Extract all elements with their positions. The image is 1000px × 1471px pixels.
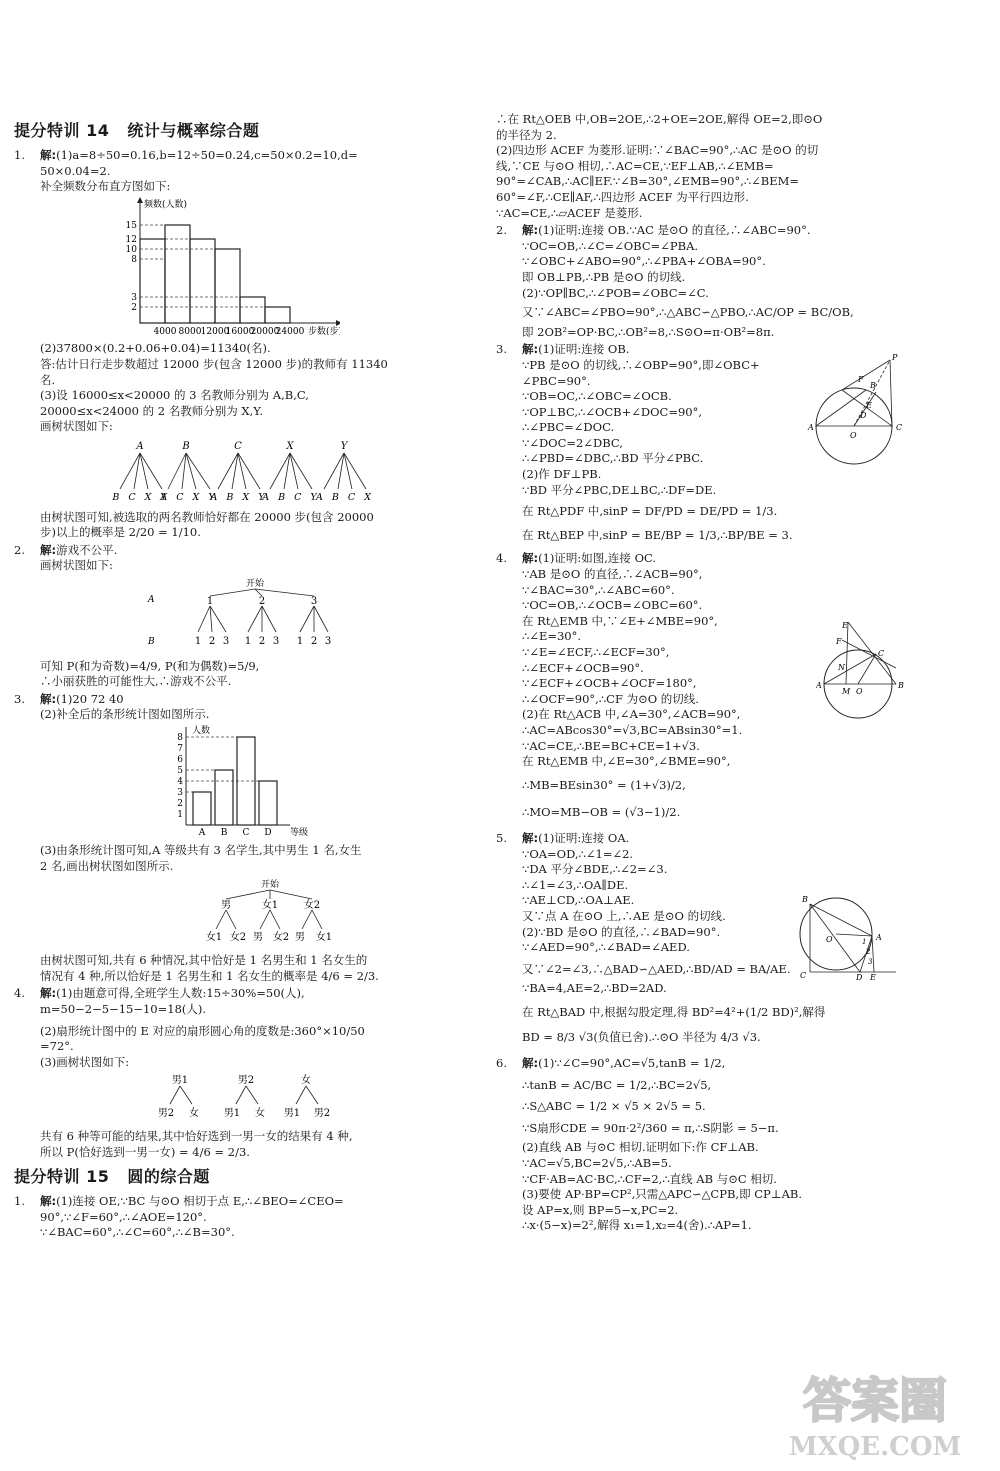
bar-ytick: 6 xyxy=(177,754,183,765)
problem-number: 1. xyxy=(14,148,25,162)
bar-ytick: 5 xyxy=(177,765,183,776)
text-line: ∴∠PBD=∠DBC,∴BD 平分∠PBC. xyxy=(522,451,704,466)
bar-xtick: D xyxy=(264,827,272,837)
bar-xticks xyxy=(198,828,272,837)
text-line: 在 Rt△EMB 中,∵∠E+∠MBE=90°, xyxy=(522,613,718,628)
solution-label: 解: xyxy=(40,542,57,557)
text-line: ∴x·(5−x)=2²,解得 x₁=1,x₂=4(舍).∴AP=1. xyxy=(522,1218,752,1233)
tree-diagram-2 xyxy=(40,576,450,657)
fig-label: E xyxy=(870,973,876,982)
tree-leaf: 3 xyxy=(272,635,280,647)
fig-label: N xyxy=(838,663,845,672)
text-line: ∵∠AED=90°,∴∠BAD=∠AED. xyxy=(522,940,690,955)
tree-leaf: 男2 xyxy=(157,1108,175,1120)
fig-label: A xyxy=(816,681,822,690)
bar-guides xyxy=(186,737,259,792)
tree-leaf: 2 xyxy=(208,635,216,647)
problem-15-2 xyxy=(496,223,916,340)
text-line: (1)证明:如图,连接 OC. xyxy=(538,551,657,566)
tree-root: C xyxy=(234,440,242,452)
bar-ytick: 4 xyxy=(177,776,183,787)
tree-diagram-1 xyxy=(40,437,450,508)
text-line: ∵CF·AB=AC·BC,∴CF=2,∴直线 AB 与⊙C 相切. xyxy=(522,1171,777,1186)
fig-label: P xyxy=(892,353,898,362)
text-line: m=50−2−5−15−10=18(人). xyxy=(40,1002,207,1017)
tree-leaf: 1 xyxy=(194,635,202,647)
hist-xtick: 24000 xyxy=(275,326,305,335)
tree-level-label: A xyxy=(148,594,155,605)
tree-leaf: 1 xyxy=(244,635,252,647)
fig-label: A xyxy=(808,423,814,432)
problem-14-3 xyxy=(14,692,450,985)
text-line: (2)∵OP∥BC,∴∠POB=∠OBC=∠C. xyxy=(522,285,709,300)
text-line: BD = 8/3 √3(负值已舍).∴⊙O 半径为 4/3 √3. xyxy=(522,1030,761,1045)
text-line: (2)直线 AB 与⊙C 相切.证明如下:作 CF⊥AB. xyxy=(522,1140,759,1155)
bar-chart-svg xyxy=(40,725,340,837)
text-line: (2)四边形 ACEF 为菱形.证明:∵∠BAC=90°,∴AC 是⊙O 的切 xyxy=(496,143,819,158)
text-line: 设 AP=x,则 BP=5−x,PC=2. xyxy=(522,1202,679,1217)
text-line: ∵OC=OB,∴∠C=∠OBC=∠PBA. xyxy=(522,238,699,253)
hist-bar-6 xyxy=(265,307,290,323)
tree-leaves: A B C X xyxy=(316,491,374,503)
problem-number: 2. xyxy=(14,542,25,557)
text-line: 2 名,画出树状图如图所示. xyxy=(40,859,174,874)
bar-chart-figure xyxy=(40,725,450,842)
section-15-prefix: 提分特训 15 xyxy=(14,1167,110,1187)
tree-node: 男2 xyxy=(237,1075,255,1087)
tree-leaf: 男1 xyxy=(283,1108,301,1120)
fig-label: E xyxy=(842,621,848,630)
hist-bar-1 xyxy=(140,239,165,323)
text-line: 可知 P(和为奇数)=4/9, P(和为偶数)=5/9, xyxy=(40,658,260,673)
hist-ytick: 15 xyxy=(125,220,137,231)
solution-label: 解: xyxy=(522,1056,539,1071)
text-line: ∴∠ECF+∠OCB=90°. xyxy=(522,660,644,675)
bar-B xyxy=(215,770,233,825)
hist-ytick: 10 xyxy=(125,244,137,255)
tree-leaf: 1 xyxy=(296,635,304,647)
bar-xtick: B xyxy=(220,827,228,837)
text-line: 20000≤x<24000 的 2 名教师分别为 X,Y. xyxy=(40,403,263,418)
fig-label: O xyxy=(826,935,833,944)
problem-14-2 xyxy=(14,543,450,690)
text-line: ∵DA 平分∠BDE,∴∠2=∠3. xyxy=(522,862,668,877)
text-line: ∴MO=MB−OB = (√3−1)/2. xyxy=(522,805,681,820)
text-line: ∵AC=√5,BC=2√5,∴AB=5. xyxy=(522,1156,672,1171)
tree-leaf: 2 xyxy=(258,635,266,647)
text-line: 在 Rt△PDF 中,sinP = DF/PD = DE/PD = 1/3. xyxy=(522,504,778,519)
problem-15-1 xyxy=(14,1194,450,1241)
text-line: 线,∵CE 与⊙O 相切,∴AC=CE,∵EF⊥AB,∴∠EMB= xyxy=(496,158,774,173)
tree-root: X xyxy=(286,440,294,452)
text-line: 50×0.04=2. xyxy=(40,163,111,178)
bar-ytick: 2 xyxy=(177,798,183,809)
tree-node: 女2 xyxy=(303,899,321,911)
tree-leaves: A C X Y xyxy=(160,491,218,503)
text-line: 又∵点 A 在⊙O 上,∴AE 是⊙O 的切线. xyxy=(522,908,726,923)
text-line: 在 Rt△EMB 中,∠E=30°,∠BME=90°, xyxy=(522,754,731,769)
text-line: 又∵∠2=∠3,∴△BAD∽△AED,∴BD/AD = BA/AE. xyxy=(522,961,791,976)
tree-node: 女1 xyxy=(261,899,279,911)
tree-node: 2 xyxy=(258,595,266,607)
text-line: ∵OB=OC,∴∠OBC=∠OCB. xyxy=(522,389,672,404)
hist-ytick: 3 xyxy=(131,292,137,303)
hist-bar-4 xyxy=(215,249,240,323)
left-column xyxy=(14,118,450,1243)
problem-14-4 xyxy=(14,986,450,1160)
text-line: ∵S扇形CDE = 90π·2²/360 = π,∴S阴影 = 5−π. xyxy=(522,1120,779,1135)
tree-level-label: B xyxy=(148,636,155,647)
tree-node: 1 xyxy=(206,595,214,607)
section-15-title xyxy=(14,1166,450,1188)
text-line: ∵∠ECF+∠OCB+∠OCF=180°, xyxy=(522,676,697,691)
solution-label: 解: xyxy=(522,342,539,357)
tree-leaf: 男1 xyxy=(223,1108,241,1120)
tree-leaf: 女 xyxy=(255,1108,265,1120)
tree-root: B xyxy=(182,440,190,452)
text-line: (1)连接 OE,∵BC 与⊙O 相切于点 E,∴∠BEO=∠CEO= xyxy=(56,1194,344,1209)
problem-number: 3. xyxy=(14,691,25,706)
problem-number: 5. xyxy=(496,830,507,845)
text-line: (2)∵BD 是⊙O 的直径,∴∠BAD=90°. xyxy=(522,924,721,939)
tree-start: 开始 xyxy=(260,879,280,890)
fig-label: C xyxy=(878,649,885,658)
bar-xtick: A xyxy=(198,827,206,837)
bar-yticks xyxy=(177,733,183,820)
histogram-svg xyxy=(40,197,340,335)
hist-ylabel: 频数(人数) xyxy=(144,199,188,210)
tree-leaves: A B C Y xyxy=(262,491,320,503)
hist-ytick: 2 xyxy=(131,302,137,313)
fig-label: F xyxy=(858,375,864,384)
text-line: (2)作 DF⊥PB. xyxy=(522,467,602,482)
problem-number: 3. xyxy=(496,342,507,357)
text-line: (2)扇形统计图中的 E 对应的扇形圆心角的度数是:360°×10/50 xyxy=(40,1023,365,1038)
problem-number: 1. xyxy=(14,1194,25,1209)
fig-label: 3 xyxy=(868,958,873,966)
text-line: ∴tanB = AC/BC = 1/2,∴BC=2√5, xyxy=(522,1077,712,1092)
text-line: 补全频数分布直方图如下: xyxy=(40,179,171,194)
text-line: ∵∠DOC=2∠DBC, xyxy=(522,435,623,450)
text-line: 90°,∵∠F=60°,∴∠AOE=120°. xyxy=(40,1209,207,1224)
fig-label: B xyxy=(870,381,876,390)
tree-node: 男 xyxy=(221,899,231,911)
fig-label: O xyxy=(856,687,863,696)
bar-xtick: C xyxy=(242,827,250,837)
tree-node: 3 xyxy=(310,595,318,607)
tree-leaf: 男 xyxy=(253,931,263,943)
hist-ytick: 8 xyxy=(131,254,137,265)
circle-figure-q4 xyxy=(816,620,912,740)
text-line: ∵OC=OB,∴∠OCB=∠OBC=60°. xyxy=(522,598,703,613)
text-line: ∵∠OBC+∠ABO=90°,∴∠PBA+∠OBA=90°. xyxy=(522,254,766,269)
watermark-bottom: MXQE.COM xyxy=(788,1432,962,1462)
bar-ylabel: 人数 xyxy=(192,725,211,736)
tree-branches xyxy=(170,1086,318,1104)
text-line: =72°. xyxy=(40,1039,74,1054)
bar-ytick: 7 xyxy=(177,743,183,754)
x-axis-arrow xyxy=(336,320,340,326)
y-axis-arrow xyxy=(137,197,143,203)
solution-label: 解: xyxy=(522,223,539,238)
bar-D xyxy=(259,781,277,825)
text-line: ∴S△ABC = 1/2 × √5 × 2√5 = 5. xyxy=(522,1099,706,1114)
text-line: (1)20 72 40 xyxy=(56,691,124,706)
tree-leaf: 2 xyxy=(310,635,318,647)
text-line: ∵OP⊥BC,∴∠OCB+∠DOC=90°, xyxy=(522,404,703,419)
text-line: (3)由条形统计图可知,A 等级共有 3 名学生,其中男生 1 名,女生 xyxy=(40,843,362,858)
hist-guides xyxy=(140,225,285,307)
text-line: ∴∠OCF=90°,∴CF 为⊙O 的切线. xyxy=(522,691,699,706)
text-line: ∴∠1=∠3,∴OA∥DE. xyxy=(522,877,629,892)
text-line: (1)证明:连接 OB. xyxy=(538,342,630,357)
solution-label: 解: xyxy=(40,1194,57,1209)
hist-bar-2 xyxy=(165,225,190,323)
text-line: ∵∠BAC=60°,∴∠C=60°,∴∠B=30°. xyxy=(40,1225,235,1240)
text-line: 共有 6 种等可能的结果,其中恰好选到一男一女的结果有 4 种, xyxy=(40,1129,353,1143)
text-line: (1)证明:连接 OA. xyxy=(538,830,630,845)
section-14-title xyxy=(14,120,450,142)
tree-root: Y xyxy=(340,440,348,452)
text-line: 画树状图如下: xyxy=(40,419,113,434)
watermark-top: 答案圈 xyxy=(802,1373,948,1429)
bar-xlabel: 等级 xyxy=(290,827,309,837)
text-line: ∵AC=CE,∴▱ACEF 是菱形. xyxy=(496,205,643,220)
text-line: ∵AE⊥CD,∴OA⊥AE. xyxy=(522,893,635,908)
text-line: ∵AC=CE,∴BE=BC+CE=1+√3. xyxy=(522,738,700,753)
fig-label: D xyxy=(856,973,863,982)
fig-label: F xyxy=(836,637,842,646)
fig-label: O xyxy=(850,431,857,440)
text-line: (1)证明:连接 OB.∵AC 是⊙O 的直径,∴∠ABC=90°. xyxy=(538,223,811,238)
solution-label: 解: xyxy=(40,148,57,162)
tree-root: A xyxy=(136,440,144,452)
fig-label: 2 xyxy=(866,948,871,956)
text-line: 即 OB⊥PB,∴PB 是⊙O 的切线. xyxy=(522,269,686,284)
text-line: 名. xyxy=(40,372,56,387)
text-line: 由树状图可知,被选取的两名教师恰好都在 20000 步(包含 20000 xyxy=(40,509,374,524)
text-line: (3)设 16000≤x<20000 的 3 名教师分别为 A,B,C, xyxy=(40,388,309,403)
bar-marks xyxy=(193,737,277,825)
hist-bars xyxy=(140,225,290,323)
hist-xtick: 8000 xyxy=(178,326,202,335)
histogram-figure xyxy=(40,197,450,340)
text-line: 答:估计日行走步数超过 12000 步(包含 12000 步)的教师有 11340 xyxy=(40,356,388,371)
tree-leaf: 女1 xyxy=(315,931,333,943)
tree-leaves: B C X Y xyxy=(112,491,170,503)
problem-number: 2. xyxy=(496,223,507,238)
fig-label: B xyxy=(802,895,808,904)
section-15-main: 圆的综合题 xyxy=(127,1167,210,1187)
hist-bar-5 xyxy=(240,297,265,323)
text-line: ∵BD 平分∠PBC,DE⊥BC,∴DF=DE. xyxy=(522,482,717,497)
tree-leaf: 男 xyxy=(295,931,305,943)
text-line: ∴∠E=30°. xyxy=(522,629,582,644)
watermark-logo xyxy=(760,1355,990,1465)
fig-label: M xyxy=(842,687,851,696)
text-line: ∴AC=ABcos30°=√3,BC=ABsin30°=1. xyxy=(522,722,743,737)
fig-label: C xyxy=(800,971,807,980)
section-14-main: 统计与概率综合题 xyxy=(127,121,260,140)
text-line: ∴在 Rt△OEB 中,OB=2OE,∴2+OE=2OE,解得 OE=2,即⊙O xyxy=(496,112,823,126)
problem-14-1 xyxy=(14,148,450,541)
fig-label: 1 xyxy=(862,938,867,946)
text-line: ∵PB 是⊙O 的切线,∴∠OBP=90°,即∠OBC+ xyxy=(522,357,760,372)
bar-ytick: 3 xyxy=(177,787,183,798)
tree-start: 开始 xyxy=(245,578,265,589)
problem-number: 6. xyxy=(496,1056,507,1071)
text-line: (1)由题意可得,全班学生人数:15÷30%=50(人), xyxy=(56,986,305,1001)
text-line: 由树状图可知,共有 6 种情况,其中恰好是 1 名男生和 1 名女生的 xyxy=(40,953,368,968)
tree-leaf: 女1 xyxy=(205,931,223,943)
bar-ytick: 8 xyxy=(177,732,183,743)
text-line: 的半径为 2. xyxy=(496,127,557,142)
circle-figure-q5 xyxy=(796,892,900,982)
tree-diagram-4 xyxy=(40,1072,450,1127)
text-line: ∵BA=4,AE=2,∴BD=2AD. xyxy=(522,981,667,996)
hist-xtick: 4000 xyxy=(153,326,177,335)
text-line: ∴MB=BEsin30° = (1+√3)/2, xyxy=(522,777,686,792)
fig-label: A xyxy=(876,933,882,942)
text-line: 步)以上的概率是 xyxy=(40,525,125,540)
circle-figure-q3 xyxy=(806,352,912,468)
tree-diagram-3 xyxy=(40,877,450,952)
text-line: ∵OA=OD,∴∠1=∠2. xyxy=(522,846,634,861)
solution-label: 解: xyxy=(522,551,539,566)
text-line: 在 Rt△BAD 中,根据勾股定理,得 BD²=4²+(1/2 BD)²,解得 xyxy=(522,1004,826,1019)
text-line: 60°=∠F,∴CE∥AF,∴四边形 ACEF 为平行四边形. xyxy=(496,189,749,204)
tree-leaf: 女2 xyxy=(229,931,247,943)
text-line: ∴小丽获胜的可能性大,∴游戏不公平. xyxy=(40,674,232,689)
tree-branches xyxy=(120,453,366,489)
text-line: 90°=∠CAB,∴AC∥EF.∵∠B=30°,∠EMB=90°,∴∠BEM= xyxy=(496,174,800,189)
solution-label: 解: xyxy=(522,830,539,845)
solution-label: 解: xyxy=(40,986,57,1001)
text-line: 在 Rt△BEP 中,sinP = BE/BP = 1/3,∴BP/BE = 3. xyxy=(522,527,793,542)
text-line: ∴∠PBC=∠DOC. xyxy=(522,420,615,435)
text-line: (3)画树状图如下: xyxy=(40,1054,130,1069)
tree-node: 女 xyxy=(301,1075,311,1087)
text-line: (2)37800×(0.2+0.06+0.04)=11340(名). xyxy=(40,341,271,356)
text-line: ∵∠E=∠ECF,∴∠ECF=30°, xyxy=(522,645,670,659)
text-line: (2)补全后的条形统计图如图所示. xyxy=(40,707,210,722)
problem-15-1-continued xyxy=(496,112,916,221)
section-14-prefix: 提分特训 14 xyxy=(14,121,110,140)
hist-ytick: 12 xyxy=(125,234,137,245)
fig-label: C xyxy=(896,423,903,432)
hist-xlabel: 步数(步) xyxy=(308,326,340,335)
bar-ytick: 1 xyxy=(177,809,183,820)
text-line: ∵∠BAC=30°,∴∠ABC=60°. xyxy=(522,582,675,597)
fig-label: E xyxy=(866,401,872,410)
fig-label: D xyxy=(860,411,867,420)
text-line: (2)在 Rt△ACB 中,∠A=30°,∠ACB=90°, xyxy=(522,707,741,722)
text-line: ∠PBC=90°. xyxy=(522,373,591,388)
tree-node: 男1 xyxy=(171,1075,189,1087)
tree-leaves: A B X Y xyxy=(210,491,268,503)
hist-xtick: 20000 xyxy=(250,326,280,335)
text-line: (1)∵∠C=90°,AC=√5,tanB = 1/2, xyxy=(538,1056,726,1071)
text-line: 游戏不公平. xyxy=(56,542,118,557)
bar-A xyxy=(193,792,211,825)
tree-leaf: 3 xyxy=(222,635,230,647)
tree-leaf: 女 xyxy=(189,1108,199,1120)
text-line: 又∵∠ABC=∠PBO=90°,∴△ABC∽△PBO,∴AC/OP = BC/OB, xyxy=(522,305,854,320)
hist-xtick: 16000 xyxy=(225,326,255,335)
hist-bar-3 xyxy=(190,239,215,323)
problem-number: 4. xyxy=(14,986,25,1001)
text-line: (3)要使 AP·BP=CP²,只需△APC∽△CPB,即 CP⊥AB. xyxy=(522,1187,802,1202)
text-line: ∵AB 是⊙O 的直径,∴∠ACB=90°, xyxy=(522,567,703,582)
fraction-text: 2/20 = 1/10. xyxy=(128,525,201,540)
fig-label: B xyxy=(898,681,904,690)
tree-leaf: 女2 xyxy=(272,931,290,943)
tree-leaf: 男2 xyxy=(313,1108,331,1120)
text-line: 情况有 4 种,所以恰好是 1 名男生和 1 名女生的概率是 4/6 = 2/3. xyxy=(40,968,379,983)
text-line: (1)a=8÷50=0.16,b=12÷50=0.24,c=50×0.2=10,d= xyxy=(56,148,358,162)
hist-xtick: 12000 xyxy=(200,326,230,335)
problem-number: 4. xyxy=(496,551,507,566)
tree-leaf: 3 xyxy=(324,635,332,647)
text-line: 即 2OB²=OP·BC,∴OB²=8,∴S⊙O=π·OB²=8π. xyxy=(522,324,775,339)
text-line: 所以 P(恰好选到一男一女) = 4/6 = 2/3. xyxy=(40,1144,250,1159)
solution-label: 解: xyxy=(40,691,57,706)
text-line: 画树状图如下: xyxy=(40,558,113,573)
problem-15-6 xyxy=(496,1056,916,1234)
